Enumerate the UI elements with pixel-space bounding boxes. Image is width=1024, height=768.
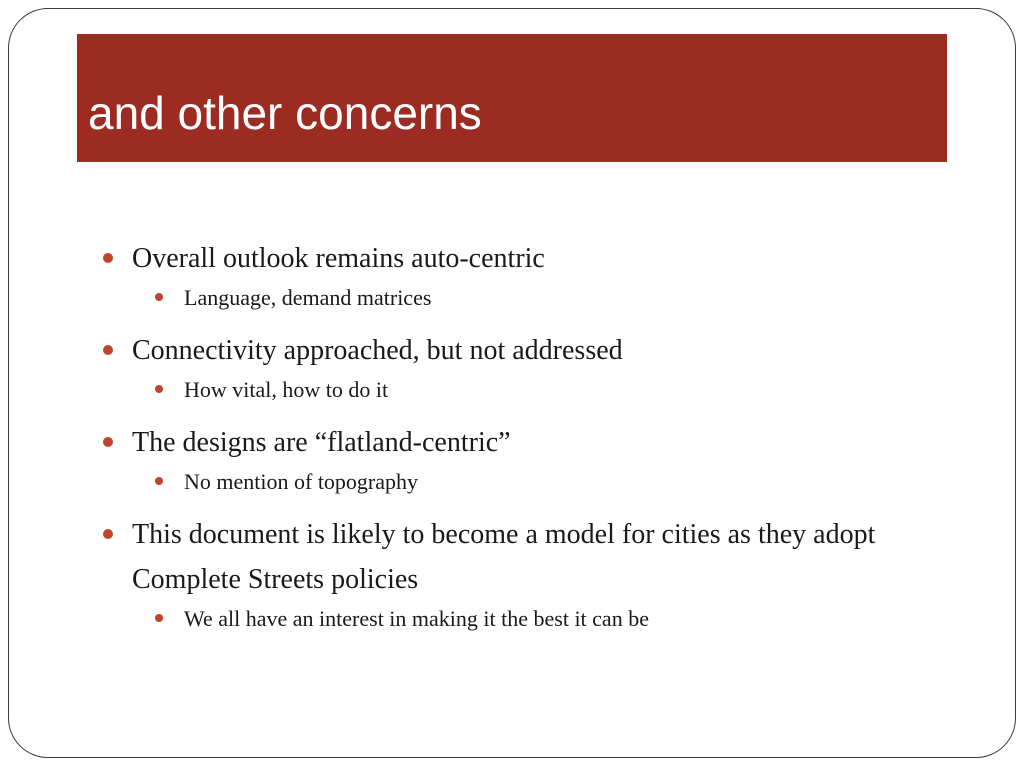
bullet-item bbox=[100, 328, 900, 373]
sub-bullet-item bbox=[100, 373, 900, 407]
sub-bullet-text: No mention of topography bbox=[184, 469, 419, 494]
sub-bullet-text: Language, demand matrices bbox=[184, 285, 432, 310]
slide-title: and other concerns bbox=[88, 87, 482, 139]
bullet-dot-icon bbox=[103, 253, 113, 263]
sub-bullet-dot-icon bbox=[155, 293, 163, 301]
sub-bullet-dot-icon bbox=[155, 614, 163, 622]
title-bar bbox=[77, 34, 947, 162]
bullet-list bbox=[100, 236, 900, 649]
bullet-dot-icon bbox=[103, 345, 113, 355]
bullet-text: The designs are “flatland-centric” bbox=[132, 427, 511, 458]
sub-bullet-dot-icon bbox=[155, 385, 163, 393]
bullet-text: Connectivity approached, but not addressed bbox=[132, 335, 623, 366]
bullet-dot-icon bbox=[103, 529, 113, 539]
sub-bullet-text: How vital, how to do it bbox=[184, 377, 389, 402]
bullet-item bbox=[100, 236, 900, 281]
bullet-text: Overall outlook remains auto-centric bbox=[132, 243, 545, 274]
bullet-text: This document is likely to become a model for cities as they adopt Complete Streets policies bbox=[132, 519, 876, 595]
sub-bullet-item bbox=[100, 602, 900, 636]
bullet-dot-icon bbox=[103, 437, 113, 447]
bullet-item bbox=[100, 420, 900, 465]
bullet-item bbox=[100, 512, 900, 602]
sub-bullet-dot-icon bbox=[155, 477, 163, 485]
sub-bullet-text: We all have an interest in making it the best it can be bbox=[184, 606, 649, 631]
sub-bullet-item bbox=[100, 281, 900, 315]
sub-bullet-item bbox=[100, 465, 900, 499]
